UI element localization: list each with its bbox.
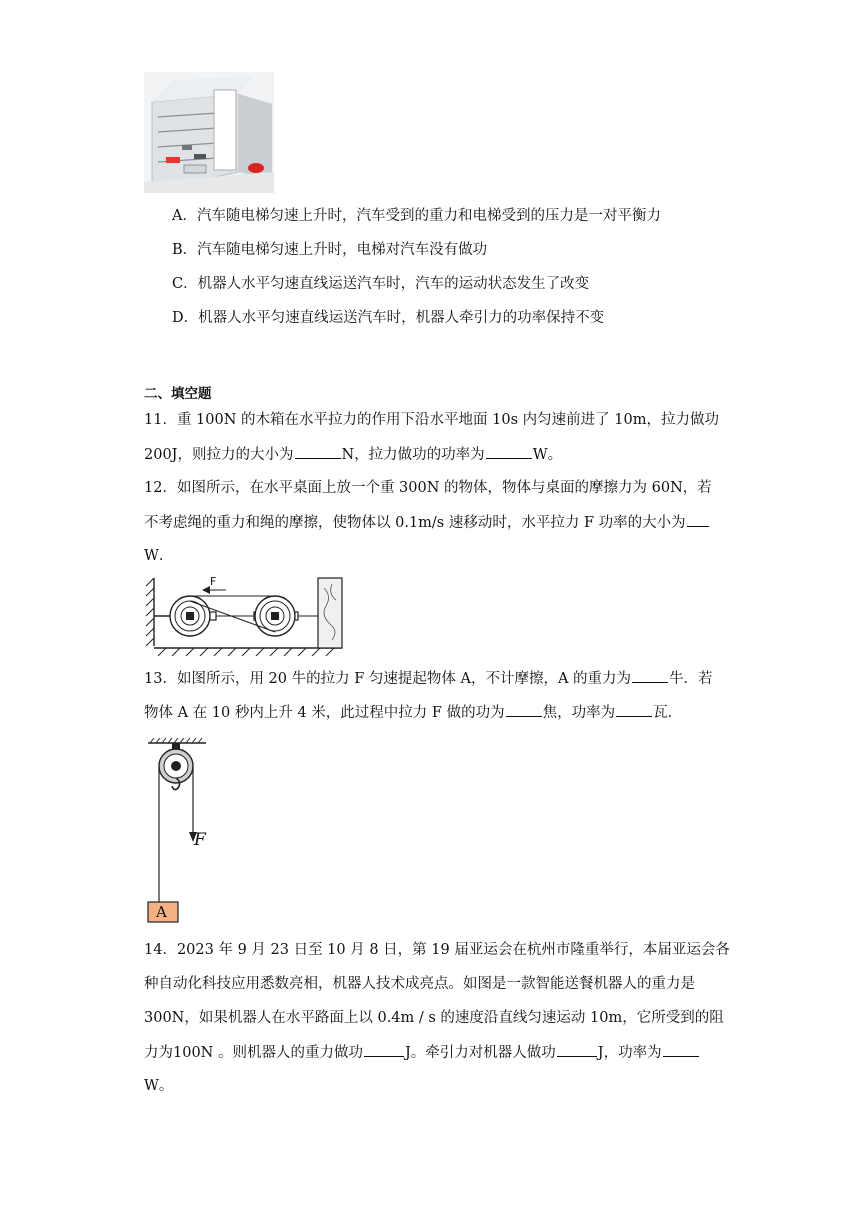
q13-text-a: 13．如图所示，用 20 牛的拉力 F 匀速提起物体 A，不计摩擦，A 的重力为 — [144, 671, 632, 687]
option-d: D．机器人水平匀速直线运送汽车时，机器人牵引力的功率保持不变 — [172, 310, 605, 326]
q14-line5: W。 — [144, 1078, 174, 1094]
q13-line1 — [144, 668, 713, 689]
q14-blank-power[interactable] — [663, 1042, 699, 1057]
q14-line3: 300N，如果机器人在水平路面上以 0.4m / s 的速度沿直线匀速运动 10m，它所受到的阻 — [144, 1010, 724, 1026]
q14-blank-gravity-work[interactable] — [364, 1042, 404, 1057]
q14-line4 — [144, 1042, 700, 1063]
q13-blank-power[interactable] — [616, 702, 652, 717]
q11-text-a: 200J，则拉力的大小为 — [144, 447, 294, 463]
parking-garage-image — [144, 72, 274, 193]
q11-text-b: N，拉力做功的功率为 — [341, 447, 485, 463]
q11-line2 — [144, 444, 562, 465]
q11-blank-force[interactable] — [295, 444, 341, 459]
q13-text-b: 牛．若 — [669, 671, 713, 687]
q13-blank-weight[interactable] — [632, 668, 668, 683]
q12-text-a: 不考虑绳的重力和绳的摩擦，使物体以 0.1m/s 速移动时，水平拉力 F 功率的大小为 — [144, 515, 686, 531]
q12-line1: 12．如图所示，在水平桌面上放一个重 300N 的物体，物体与桌面的摩擦力为 60N，若 — [144, 480, 712, 496]
q14-line2: 种自动化科技应用悉数亮相，机器人技术成亮点。如图是一款智能送餐机器人的重力是 — [144, 976, 695, 992]
q13-text-d: 焦，功率为 — [542, 705, 616, 721]
q12-line2 — [144, 512, 710, 533]
q12-blank-power[interactable] — [687, 512, 709, 527]
q14-text-c: J，功率为 — [597, 1045, 662, 1061]
q13-text-c: 物体 A 在 10 秒内上升 4 米，此过程中拉力 F 做的功为 — [144, 705, 505, 721]
q13-line2 — [144, 702, 682, 723]
q13-text-e: 瓦． — [653, 705, 683, 721]
option-c: C．机器人水平匀速直线运送汽车时，汽车的运动状态发生了改变 — [172, 276, 590, 292]
fixed-pulley-figure — [144, 736, 220, 924]
q13-blank-work[interactable] — [506, 702, 542, 717]
pulley-force-label: F — [210, 575, 217, 588]
q14-blank-traction-work[interactable] — [557, 1042, 597, 1057]
option-a: A．汽车随电梯匀速上升时，汽车受到的重力和电梯受到的压力是一对平衡力 — [172, 208, 661, 224]
option-b: B．汽车随电梯匀速上升时，电梯对汽车没有做功 — [172, 242, 488, 258]
block-a-label: A — [156, 903, 167, 921]
q14-text-a: 力为100N 。则机器人的重力做功 — [144, 1045, 363, 1061]
fixed-pulley-force-label: F — [194, 830, 206, 850]
q14-text-b: J。牵引力对机器人做功 — [404, 1045, 556, 1061]
q14-line1: 14．2023 年 9 月 23 日至 10 月 8 日，第 19 届亚运会在杭州市隆重举行，本届亚运会各 — [144, 942, 730, 958]
q12-line3: W． — [144, 548, 174, 564]
q11-blank-power[interactable] — [486, 444, 532, 459]
q11-text-c: W。 — [532, 447, 563, 463]
section-title: 二、填空题 — [144, 386, 212, 402]
pulley-system-figure — [144, 574, 350, 660]
q11-line1: 11．重 100N 的木箱在水平拉力的作用下沿水平地面 10s 内匀速前进了 10m，拉力做功 — [144, 412, 719, 428]
